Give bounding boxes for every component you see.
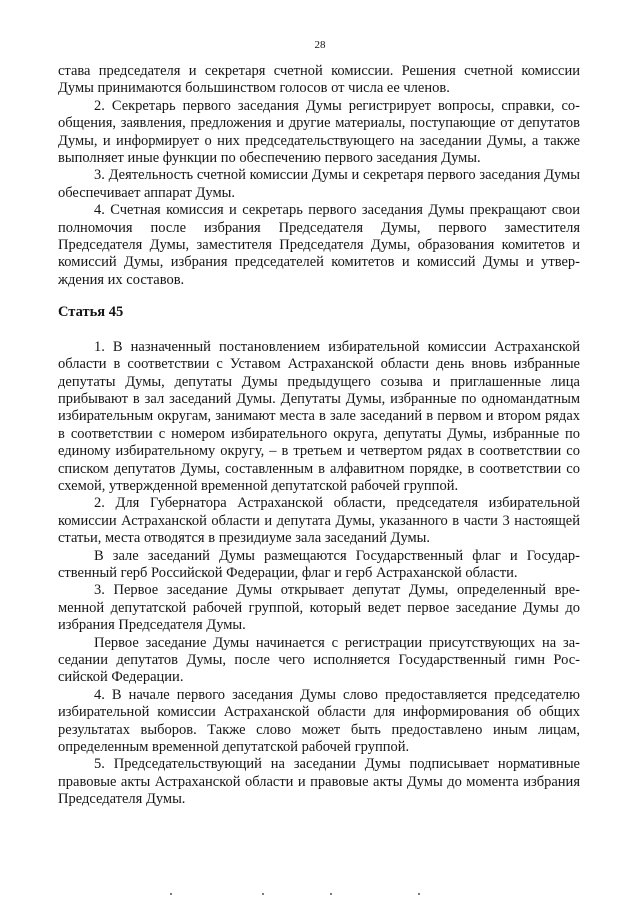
scan-artifact — [418, 893, 420, 895]
paragraph: 3. Деятельность счетной комиссии Думы и секретаря первого заседания Думы обеспечивает аппарат Думы. — [58, 167, 580, 201]
paragraph: 3. Первое заседание Думы открывает депутат Думы, определенный временной депутатской рабочей группой, который ведет первое заседание Думы до избрания Председателя Думы. — [58, 582, 580, 634]
paragraph: Первое заседание Думы начинается с регистрации присутствующих на заседании депутатов Думы, после чего исполняется Государственный гимн Российской Федерации. — [58, 634, 580, 686]
paragraph: 2. Для Губернатора Астраханской области, председателя избирательной комиссии Астраханской области и депутата Думы, указанного в части 3 настоящей статьи, места отводятся в президиуме зала заседаний Думы. — [58, 495, 580, 547]
paragraph-continued: става председателя и секретаря счетной комиссии. Решения счетной комиссии Думы принимаются большинством голосов от числа ее членов. — [58, 63, 580, 97]
article-heading: Статья 45 — [58, 304, 124, 321]
paragraph: 1. В назначенный постановлением избирательной комиссии Астраханской области в соответствии с Уставом Астраханской области день вновь избранные депутаты Думы, депутаты Думы предыдущего созыва и приглашенные лица прибывают в зал заседаний Думы. Депутаты Думы, избранные по одномандатным избирательным округам, занимают места в зале заседаний в первом и втором рядах в соответствии с номером избирательного округа, депутаты Думы, избранные по единому избирательному округу, – в третьем и четвертом рядах в соответствии со списком депутатов Думы, составленным в алфавитном порядке, в соответствии со схемой, утвержденной временной депутатской рабочей группой. — [58, 338, 580, 494]
scan-artifact — [170, 893, 172, 895]
paragraph: 5. Председательствующий на заседании Думы подписывает нормативные правовые акты Астраханской области и правовые акты Думы до момента избрания Председателя Думы. — [58, 756, 580, 808]
page-number: 28 — [314, 39, 326, 51]
paragraph: 2. Секретарь первого заседания Думы регистрирует вопросы, справки, сообщения, заявления, предложения и другие материалы, поступающие от депутатов Думы, и информирует о них председательствующего на заседании Думы, а также выполняет иные функции по обеспечению первого заседания Думы. — [58, 97, 580, 167]
scan-artifact — [330, 893, 332, 895]
paragraph: В зале заседаний Думы размещаются Государственный флаг и Государственный герб Российской Федерации, флаг и герб Астраханской области. — [58, 547, 580, 581]
paragraph: 4. В начале первого заседания Думы слово предоставляется председателю избирательной комиссии Астраханской области для информирования об общих результатах выборов. Также слово может быть предоставлено иным лицам, определенным временной депутатской рабочей группой. — [58, 686, 580, 756]
document-body — [58, 63, 580, 809]
scan-artifact — [262, 893, 264, 895]
paragraph: 4. Счетная комиссия и секретарь первого заседания Думы прекращают свои полномочия после избрания Председателя Думы, первого заместителя Председателя Думы, заместителя Председателя Думы, образования комитетов и комиссий Думы, избрания председателей комитетов и комиссий Думы и утверждения их составов. — [58, 202, 580, 288]
